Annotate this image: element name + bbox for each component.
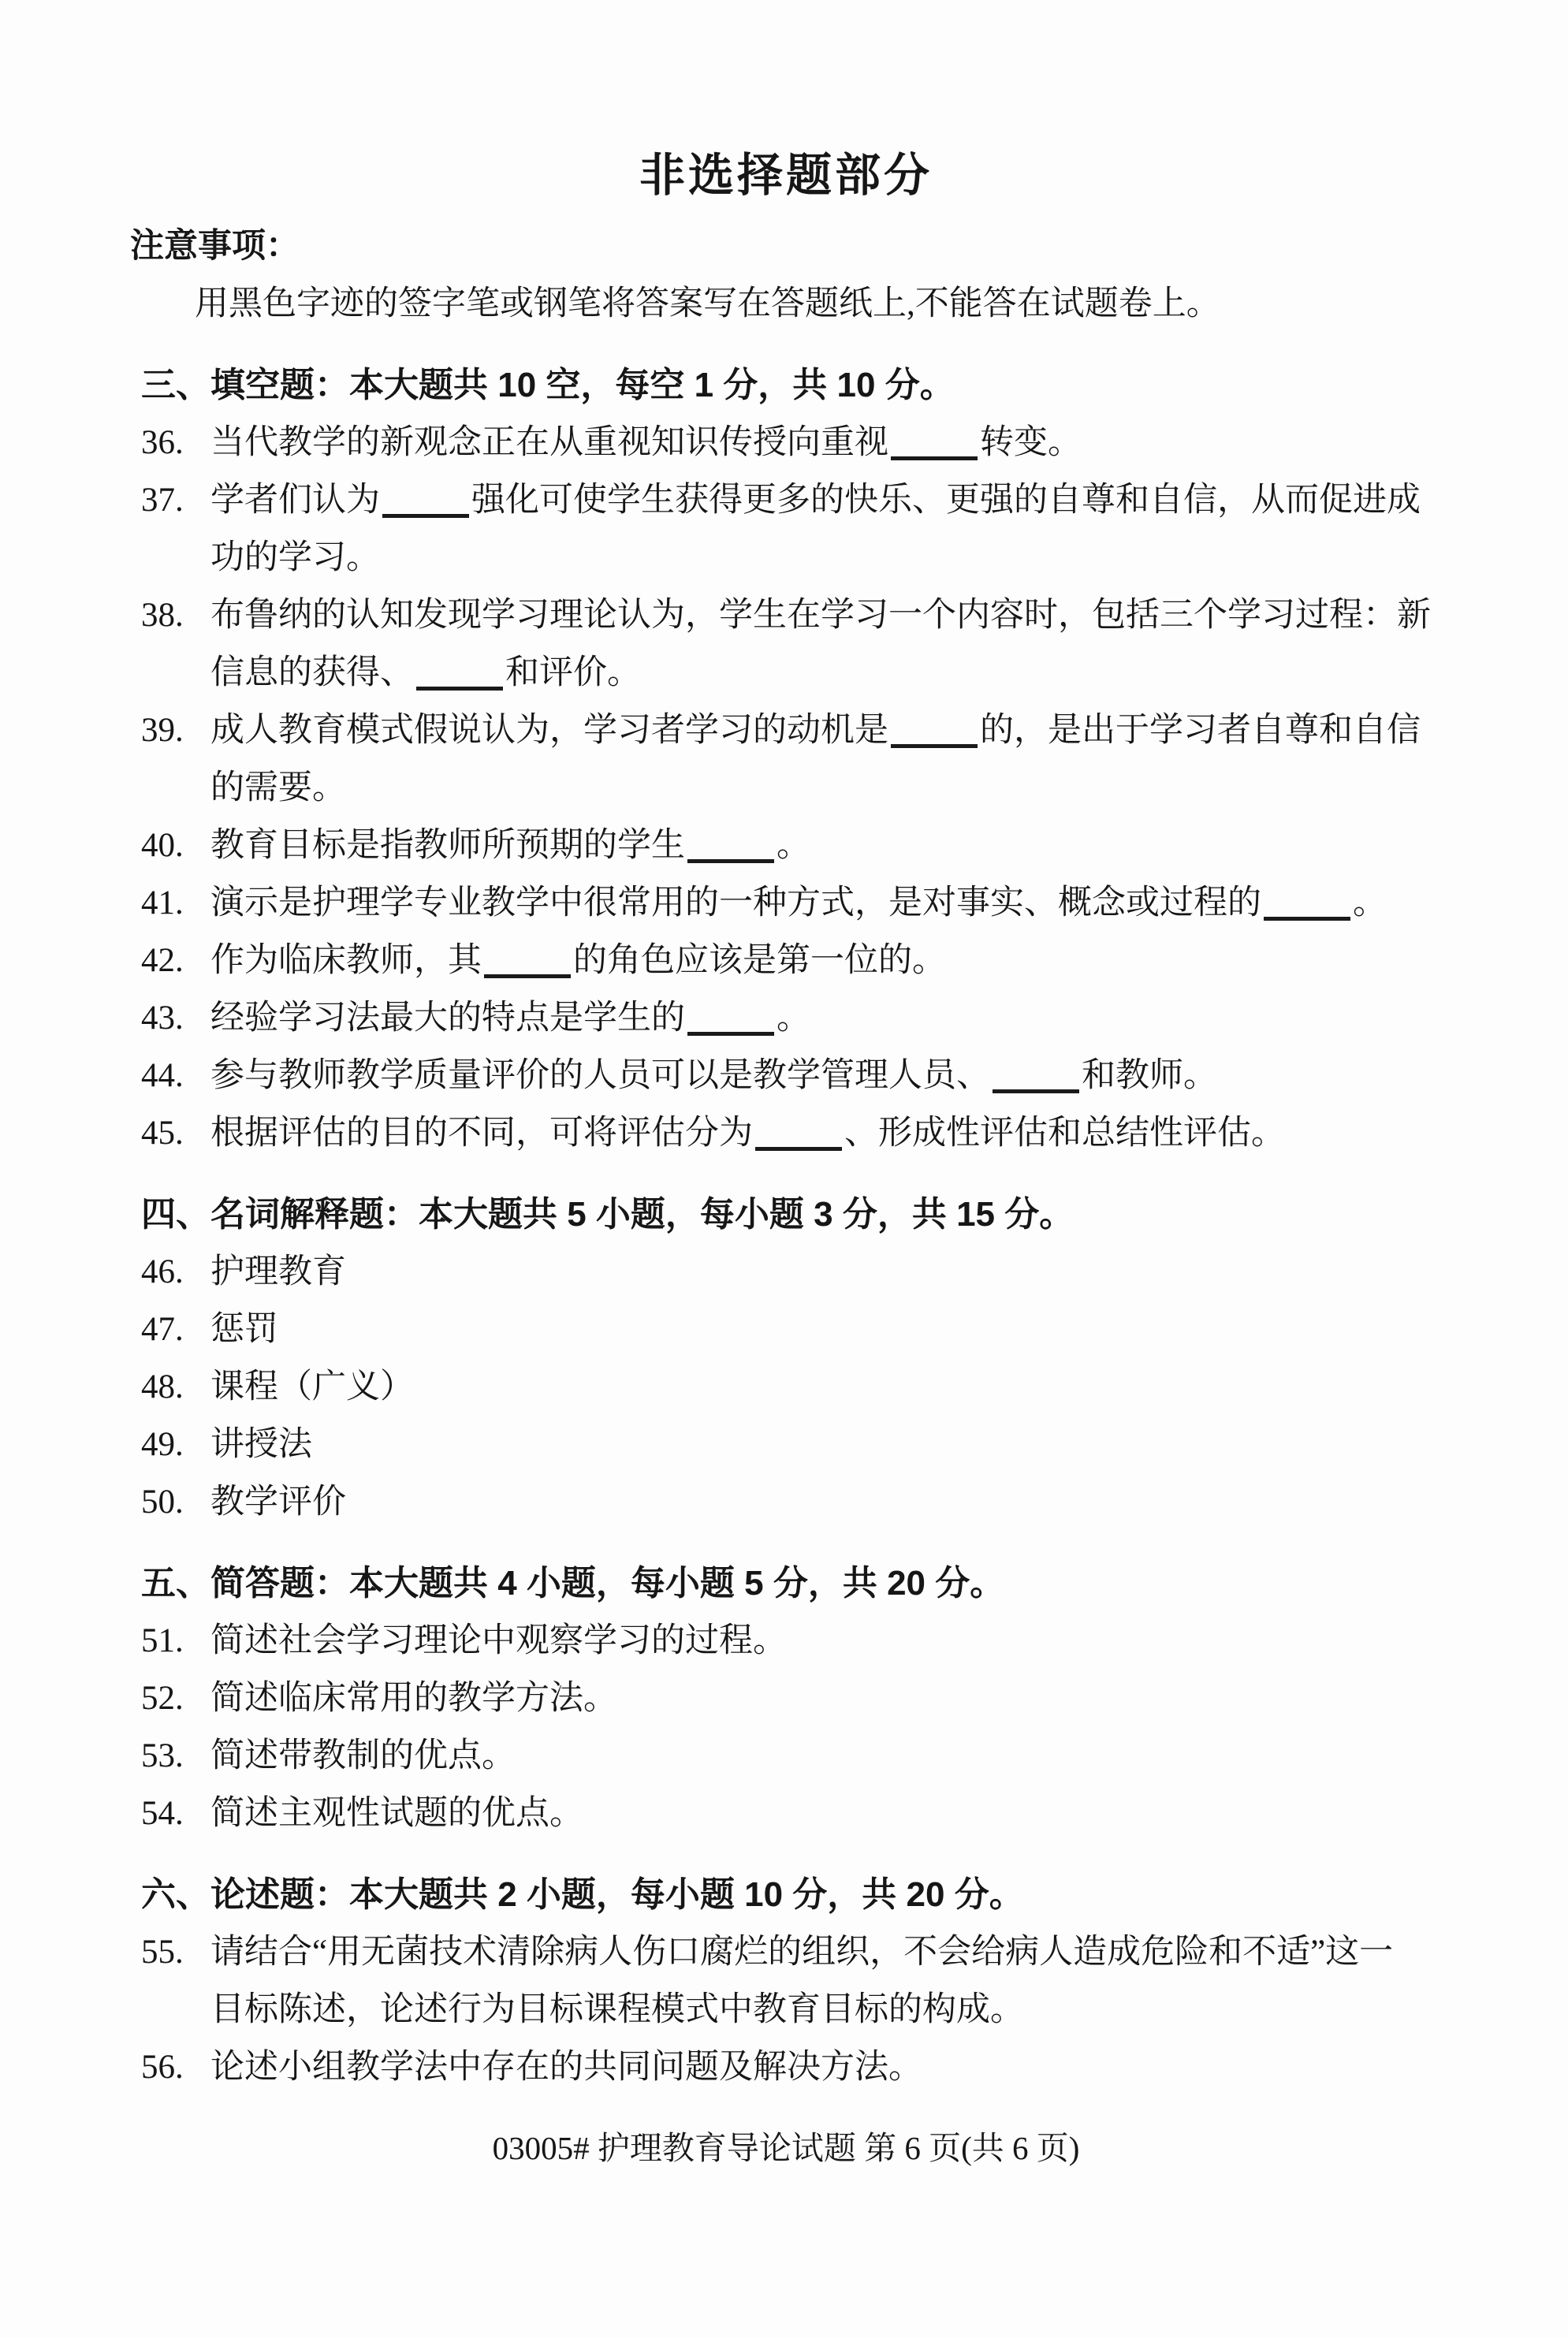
question-number: 50. bbox=[141, 1484, 184, 1521]
question-number: 51. bbox=[141, 1622, 184, 1659]
question-number: 43. bbox=[141, 1000, 184, 1037]
answer-blank-line bbox=[484, 951, 571, 978]
question-item bbox=[130, 817, 1442, 874]
answer-blank-line bbox=[416, 663, 503, 691]
question-item bbox=[130, 1612, 1442, 1670]
question-text: 课程（广义） bbox=[210, 1368, 414, 1405]
section-heading: 三、填空题：本大题共 10 空，每空 1 分，共 10 分。 bbox=[141, 366, 955, 404]
question-number: 36. bbox=[141, 424, 184, 461]
question-number: 55. bbox=[141, 1934, 184, 1971]
question-number: 48. bbox=[141, 1368, 184, 1405]
answer-blank-line bbox=[687, 1008, 774, 1036]
question-text: 简述带教制的优点。 bbox=[210, 1737, 516, 1774]
section-heading: 五、简答题：本大题共 4 小题，每小题 5 分，共 20 分。 bbox=[141, 1564, 1005, 1603]
question-text: 演示是护理学专业教学中很常用的一种方式，是对事实、概念或过程的 。 bbox=[210, 884, 1387, 921]
question-number: 54. bbox=[141, 1795, 184, 1832]
answer-blank-line bbox=[1264, 893, 1350, 921]
question-text: 成人教育模式假说认为，学习者学习的动机是 的，是出于学习者自尊和自信 的需要。 bbox=[210, 712, 1421, 806]
question-number: 42. bbox=[141, 942, 184, 979]
question-section bbox=[130, 1554, 1442, 1842]
question-item bbox=[130, 414, 1442, 471]
question-item bbox=[130, 1473, 1442, 1531]
question-item bbox=[130, 702, 1442, 817]
question-item bbox=[130, 1416, 1442, 1473]
question-text: 根据评估的目的不同，可将评估分为 、形成性评估和总结性评估。 bbox=[210, 1115, 1285, 1152]
question-number: 39. bbox=[141, 712, 184, 749]
question-section bbox=[130, 1866, 1442, 2096]
question-text: 教学评价 bbox=[210, 1484, 346, 1521]
answer-blank-line bbox=[993, 1066, 1079, 1093]
question-number: 52. bbox=[141, 1680, 184, 1717]
question-number: 38. bbox=[141, 597, 184, 634]
section-heading: 四、名词解释题：本大题共 5 小题，每小题 3 分，共 15 分。 bbox=[141, 1195, 1075, 1234]
question-item bbox=[130, 1243, 1442, 1301]
answer-blank-line bbox=[382, 490, 469, 518]
notes-block bbox=[130, 218, 1442, 333]
question-number: 46. bbox=[141, 1253, 184, 1290]
question-number: 44. bbox=[141, 1057, 184, 1094]
question-item bbox=[130, 1785, 1442, 1842]
answer-blank-line bbox=[891, 433, 978, 460]
question-text: 请结合“用无菌技术清除病人伤口腐烂的组织，不会给病人造成危险和不适”这一 目标陈述，论述行为目标课程模式中教育目标的构成。 bbox=[210, 1934, 1394, 2028]
question-text: 简述社会学习理论中观察学习的过程。 bbox=[210, 1622, 787, 1659]
question-text: 布鲁纳的认知发现学习理论认为，学生在学习一个内容时，包括三个学习过程：新 信息的获得、 和评价。 bbox=[210, 597, 1431, 691]
question-text: 简述主观性试题的优点。 bbox=[210, 1795, 583, 1832]
question-text: 简述临床常用的教学方法。 bbox=[210, 1680, 617, 1717]
notes-text: 用黑色字迹的签字笔或钢笔将答案写在答题纸上,不能答在试题卷上。 bbox=[195, 285, 1220, 322]
question-number: 53. bbox=[141, 1737, 184, 1774]
question-item bbox=[130, 874, 1442, 932]
question-item bbox=[130, 1670, 1442, 1727]
question-text: 惩罚 bbox=[210, 1311, 278, 1348]
question-item bbox=[130, 1358, 1442, 1416]
answer-blank-line bbox=[891, 720, 978, 748]
question-text: 当代教学的新观念正在从重视知识传授向重视 转变。 bbox=[210, 424, 1082, 461]
question-number: 45. bbox=[141, 1115, 184, 1152]
answer-blank-line bbox=[755, 1123, 842, 1151]
question-number: 56. bbox=[141, 2049, 184, 2086]
question-section bbox=[130, 1186, 1442, 1531]
notes-label: 注意事项： bbox=[130, 227, 300, 265]
question-text: 学者们认为 强化可使学生获得更多的快乐、更强的自尊和自信，从而促进成 功的学习。 bbox=[210, 482, 1421, 576]
question-item bbox=[130, 1727, 1442, 1785]
sections bbox=[130, 356, 1442, 2096]
question-item bbox=[130, 989, 1442, 1047]
section-heading: 六、论述题：本大题共 2 小题，每小题 10 分，共 20 分。 bbox=[141, 1875, 1024, 1914]
question-item bbox=[130, 1923, 1442, 2038]
question-number: 37. bbox=[141, 482, 184, 519]
answer-blank-line bbox=[687, 836, 774, 863]
question-number: 41. bbox=[141, 884, 184, 921]
page-title: 非选择题部分 bbox=[639, 150, 933, 201]
question-section bbox=[130, 356, 1442, 1162]
question-text: 参与教师教学质量评价的人员可以是教学管理人员、 和教师。 bbox=[210, 1057, 1217, 1094]
page-footer: 03005# 护理教育导论试题 第 6 页(共 6 页) bbox=[492, 2130, 1080, 2166]
question-item bbox=[130, 1104, 1442, 1162]
question-text: 讲授法 bbox=[210, 1426, 312, 1463]
question-number: 47. bbox=[141, 1311, 184, 1348]
question-number: 49. bbox=[141, 1426, 184, 1463]
question-text: 作为临床教师，其 的角色应该是第一位的。 bbox=[210, 942, 946, 979]
question-item bbox=[130, 586, 1442, 702]
question-item bbox=[130, 471, 1442, 586]
question-text: 护理教育 bbox=[210, 1253, 346, 1290]
question-item bbox=[130, 932, 1442, 989]
question-text: 经验学习法最大的特点是学生的 。 bbox=[210, 1000, 810, 1037]
question-item bbox=[130, 2038, 1442, 2096]
question-text: 论述小组教学法中存在的共同问题及解决方法。 bbox=[210, 2049, 922, 2086]
question-text: 教育目标是指教师所预期的学生 。 bbox=[210, 827, 810, 864]
question-item bbox=[130, 1047, 1442, 1104]
question-item bbox=[130, 1301, 1442, 1358]
question-number: 40. bbox=[141, 827, 184, 864]
